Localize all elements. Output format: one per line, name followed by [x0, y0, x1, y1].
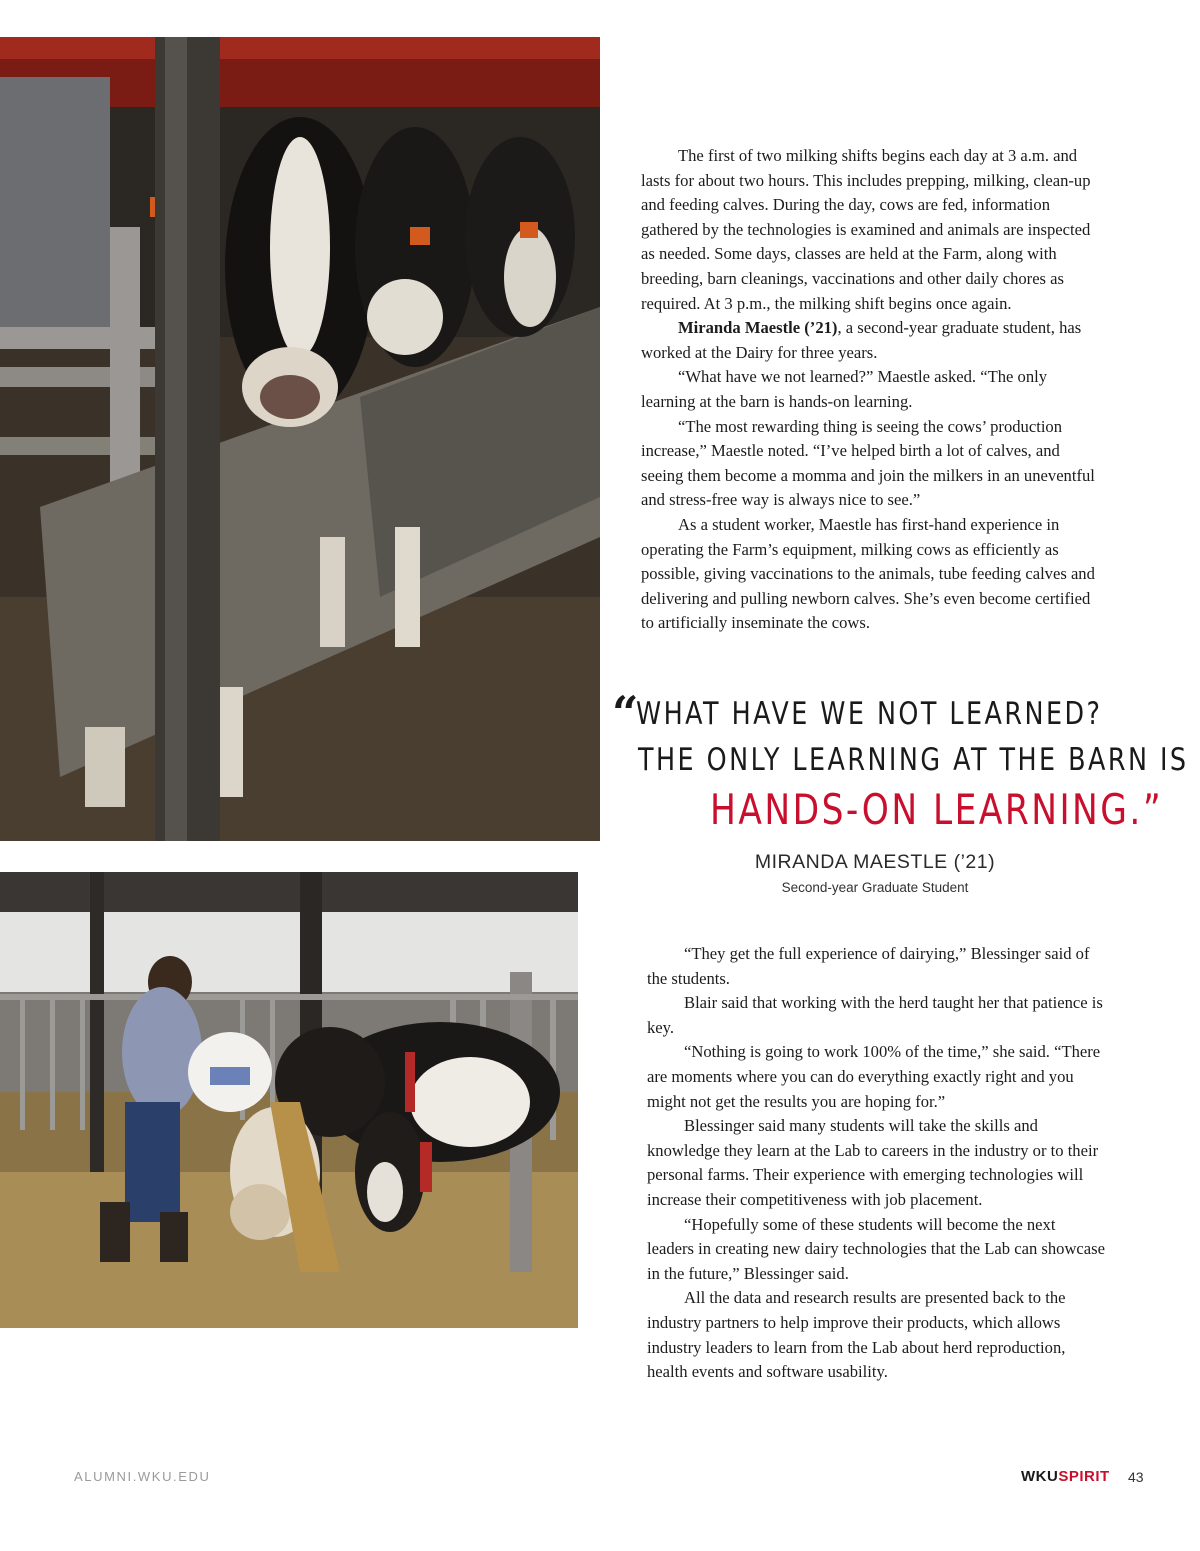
pull-quote-line-2: THE ONLY LEARNING AT THE BARN IS — [638, 742, 1189, 778]
paragraph: Blair said that working with the herd taught her that patience is key. — [647, 993, 1103, 1037]
quote-attribution-name: MIRANDA MAESTLE (’21) — [754, 851, 996, 873]
cows-milking-barn-photo — [0, 37, 600, 841]
person-name: Miranda Maestle (’21) — [678, 318, 838, 338]
student-feeding-cows-photo — [0, 872, 578, 1328]
paragraph: “They get the full experience of dairying,” Blessinger said of the students. — [647, 944, 1090, 988]
open-quote-mark: “ — [612, 686, 639, 740]
paragraph: The first of two milking shifts begins each day at 3 a.m. and lasts for about two hours. This includes prepping, milking, clean-up and feeding calves. During the day, cows are fed, information gathered by the technologies is examined and animals are inspected as needed. Some days, classes are held at the Farm, along with breeding, barn cleanings, vaccinations and other daily chores as required. At 3 p.m., the milking shift begins once again. — [641, 146, 1091, 313]
paragraph — [641, 316, 1105, 365]
paragraph: “Hopefully some of these students will become the next leaders in creating new dairy technologies that the Lab can showcase in the future,” Blessinger said. — [647, 1214, 1105, 1283]
pull-quote-line-1: WHAT HAVE WE NOT LEARNED? — [636, 696, 1103, 732]
paragraph: “What have we not learned?” Maestle asked. “The only learning at the barn is hands-on learning. — [641, 367, 1048, 411]
paragraph: Blessinger said many students will take the skills and knowledge they learn at the Lab to careers in the industry or to their personal farms. Their experience with emerging technologies will increase their competitiveness with job placement. — [647, 1116, 1099, 1209]
paragraph: As a student worker, Maestle has first-hand experience in operating the Farm’s equipment, milking cows as efficiently as possible, giving vaccinations to the animals, tube feeding calves and delivering and pulling newborn calves. She’s even become certified to artificially inseminate the cows. — [641, 514, 1095, 633]
footer-url: ALUMNI.WKU.EDU — [74, 1469, 211, 1484]
article-body-bottom — [647, 942, 1105, 1385]
quote-attribution-title: Second-year Graduate Student — [781, 880, 969, 895]
magazine-logo — [1021, 1468, 1110, 1485]
page-number: 43 — [1128, 1469, 1144, 1485]
brand-spirit: SPIRIT — [1058, 1468, 1110, 1485]
brand-wku: WKU — [1021, 1468, 1059, 1485]
paragraph-text: , a second-year graduate student, has worked at the Dairy for three years. — [641, 318, 1082, 362]
paragraph: “The most rewarding thing is seeing the cows’ production increase,” Maestle noted. “I’ve helped birth a lot of calves, and seeing them become a momma and join the milkers in an uneventful and stress-free way is always nice to see.” — [641, 416, 1095, 510]
paragraph: “Nothing is going to work 100% of the time,” she said. “There are moments where you can do everything exactly right and you might not get the results you are hoping for.” — [647, 1042, 1101, 1111]
article-body-top — [641, 144, 1105, 636]
paragraph: All the data and research results are presented back to the industry partners to help improve their products, which allows industry leaders to learn from the Lab about herd reproduction, health events and software usability. — [647, 1288, 1066, 1382]
pull-quote-line-3: HANDS-ON LEARNING.” — [710, 785, 1164, 834]
